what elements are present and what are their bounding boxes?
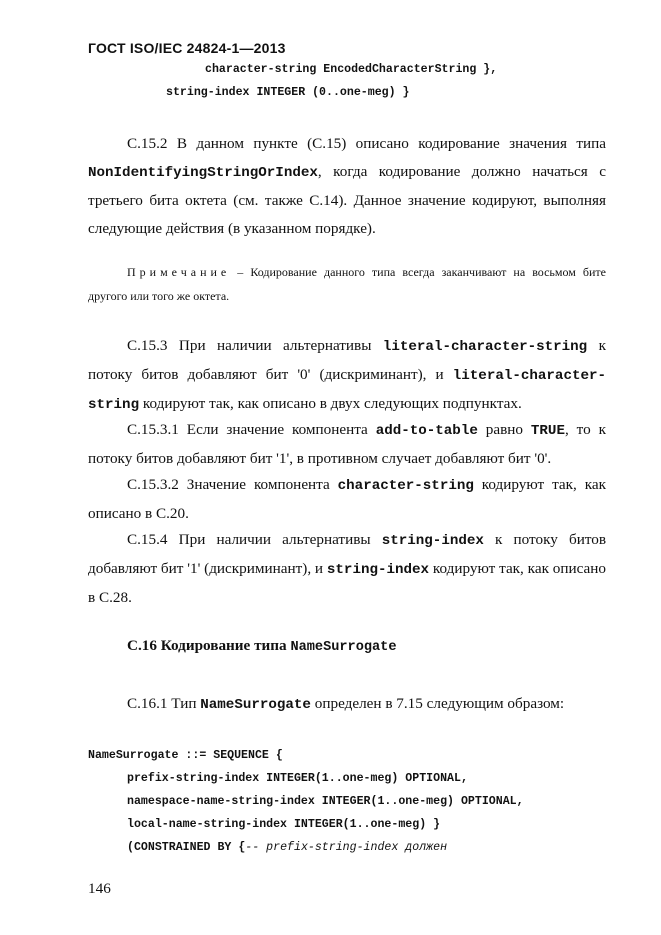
code-line: string-index INTEGER (0..one-meg) } xyxy=(166,86,410,99)
code-comment: -- prefix-string-index должен xyxy=(245,841,448,854)
text: кодируют так, как описано в С.20. xyxy=(88,476,606,522)
paragraph-c15-3-1 xyxy=(88,416,606,473)
text: С.15.3 При наличии альтернативы xyxy=(127,337,372,354)
code-line: namespace-name-string-index INTEGER(1..one-meg) OPTIONAL, xyxy=(127,795,524,808)
alternative-name: string-index xyxy=(381,533,484,549)
text: к потоку битов добавляют бит '1' (дискриминант), и xyxy=(88,531,607,577)
paragraph-c15-3 xyxy=(88,332,606,419)
text: равно xyxy=(485,421,523,438)
alternative-name: literal-character-string xyxy=(382,339,588,355)
text: , то к потоку битов добавляют бит '1', в противном случает добавляют бит '0'. xyxy=(88,421,606,467)
code-line: NameSurrogate ::= SEQUENCE { xyxy=(88,749,283,762)
alternative-name: literal-character-string xyxy=(88,368,607,413)
text: определен в 7.15 следующим образом: xyxy=(314,695,565,712)
paragraph-c15-3-2 xyxy=(88,471,606,528)
text: кодируют так, как описано в С.28. xyxy=(88,560,607,606)
note-block xyxy=(88,260,606,308)
text: к потоку битов добавляют бит '0' (дискриминант), и xyxy=(88,337,607,383)
type-name: NameSurrogate xyxy=(290,640,397,655)
value-name: TRUE xyxy=(530,423,565,439)
text: , когда кодирование должно начаться с третьего бита октета (см. также С.14). Данное значение кодируют, выполняя следующие действия (в указанном порядке). xyxy=(88,163,606,237)
note-text: – Кодирование данного типа всегда заканчивают на восьмом бите другого или того же октета. xyxy=(88,265,606,303)
page-number: 146 xyxy=(88,880,111,897)
section-heading-c16 xyxy=(127,637,397,655)
code-line: prefix-string-index INTEGER(1..one-meg) OPTIONAL, xyxy=(127,772,468,785)
text: С.15.3.1 Если значение компонента xyxy=(127,421,368,438)
text: С.16.1 Тип xyxy=(127,695,197,712)
type-name: NameSurrogate xyxy=(200,697,311,713)
heading-text: С.16 Кодирование типа xyxy=(127,637,287,654)
code-line xyxy=(127,841,447,854)
code-text: (CONSTRAINED BY { xyxy=(127,841,246,854)
paragraph-c15-4 xyxy=(88,526,606,612)
code-line: local-name-string-index INTEGER(1..one-meg) } xyxy=(127,818,441,831)
code-line: character-string EncodedCharacterString }, xyxy=(205,63,498,76)
document-header: ГОСТ ISO/IEC 24824-1—2013 xyxy=(88,40,286,56)
paragraph-c15-2 xyxy=(88,130,606,243)
text: С.15.2 В данном пункте (С.15) описано кодирование значения типа xyxy=(127,135,606,152)
paragraph-c16-1 xyxy=(88,690,606,719)
component-name: add-to-table xyxy=(375,423,478,439)
note-label: Примечание xyxy=(127,265,231,279)
text: кодируют так, как описано в двух следующих подпунктах. xyxy=(142,395,522,412)
type-name: NonIdentifyingStringOrIndex xyxy=(88,165,318,181)
text: С.15.4 При наличии альтернативы xyxy=(127,531,371,548)
text: С.15.3.2 Значение компонента xyxy=(127,476,330,493)
alternative-name: string-index xyxy=(326,562,430,578)
component-name: character-string xyxy=(337,478,474,494)
